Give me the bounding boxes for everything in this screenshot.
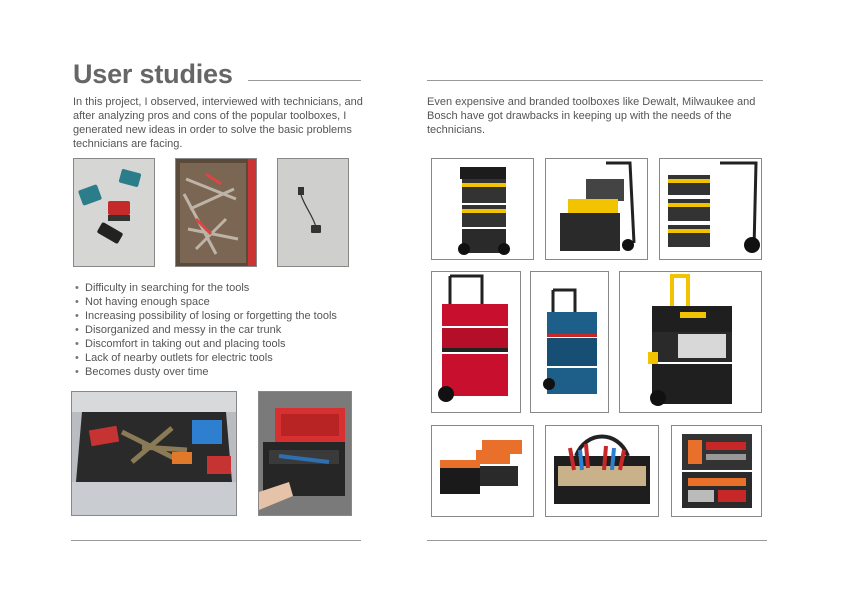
photo-outlet-cable	[277, 158, 349, 267]
photo-tool-bag	[545, 425, 659, 517]
title-divider	[248, 80, 361, 81]
list-item: • Becomes dusty over time	[73, 365, 337, 379]
photo-dewalt-stack-trolley	[431, 158, 534, 260]
left-intro-paragraph: In this project, I observed, interviewed with technicians, and after analyzing pros and cons of the popular toolboxes, I generated new ideas in order to solve the basic problems technicians are facing.	[73, 96, 363, 150]
left-bottom-divider	[71, 540, 361, 541]
photo-milwaukee-packout	[431, 271, 521, 413]
photo-toolboxes-on-floor	[73, 158, 155, 267]
list-item: • Difficulty in searching for the tools	[73, 281, 337, 295]
photo-open-toolbox-hand	[258, 391, 352, 516]
list-item: • Disorganized and messy in the car trunk	[73, 323, 337, 337]
photo-dewalt-open-organizer	[545, 158, 648, 260]
problems-list	[73, 281, 337, 379]
photo-car-trunk	[71, 391, 237, 516]
photo-stanley-rolling-toolbox	[619, 271, 762, 413]
photo-dewalt-hand-truck	[659, 158, 762, 260]
list-item: • Increasing possibility of losing or forgetting the tools	[73, 309, 337, 323]
page-title: User studies	[73, 59, 233, 89]
right-bottom-divider	[427, 540, 767, 541]
right-top-divider	[427, 80, 763, 81]
photo-bosch-rolling-stack	[530, 271, 609, 413]
list-item: • Not having enough space	[73, 295, 337, 309]
photo-cantilever-toolbox	[431, 425, 534, 517]
list-item: • Discomfort in taking out and placing tools	[73, 337, 337, 351]
list-item: • Lack of nearby outlets for electric tools	[73, 351, 337, 365]
right-intro-paragraph: Even expensive and branded toolboxes like Dewalt, Milwaukee and Bosch have got drawbacks in keeping up with the needs of the technicians.	[427, 96, 756, 136]
photo-messy-tool-drawer	[175, 158, 257, 267]
photo-tool-case-set	[671, 425, 762, 517]
